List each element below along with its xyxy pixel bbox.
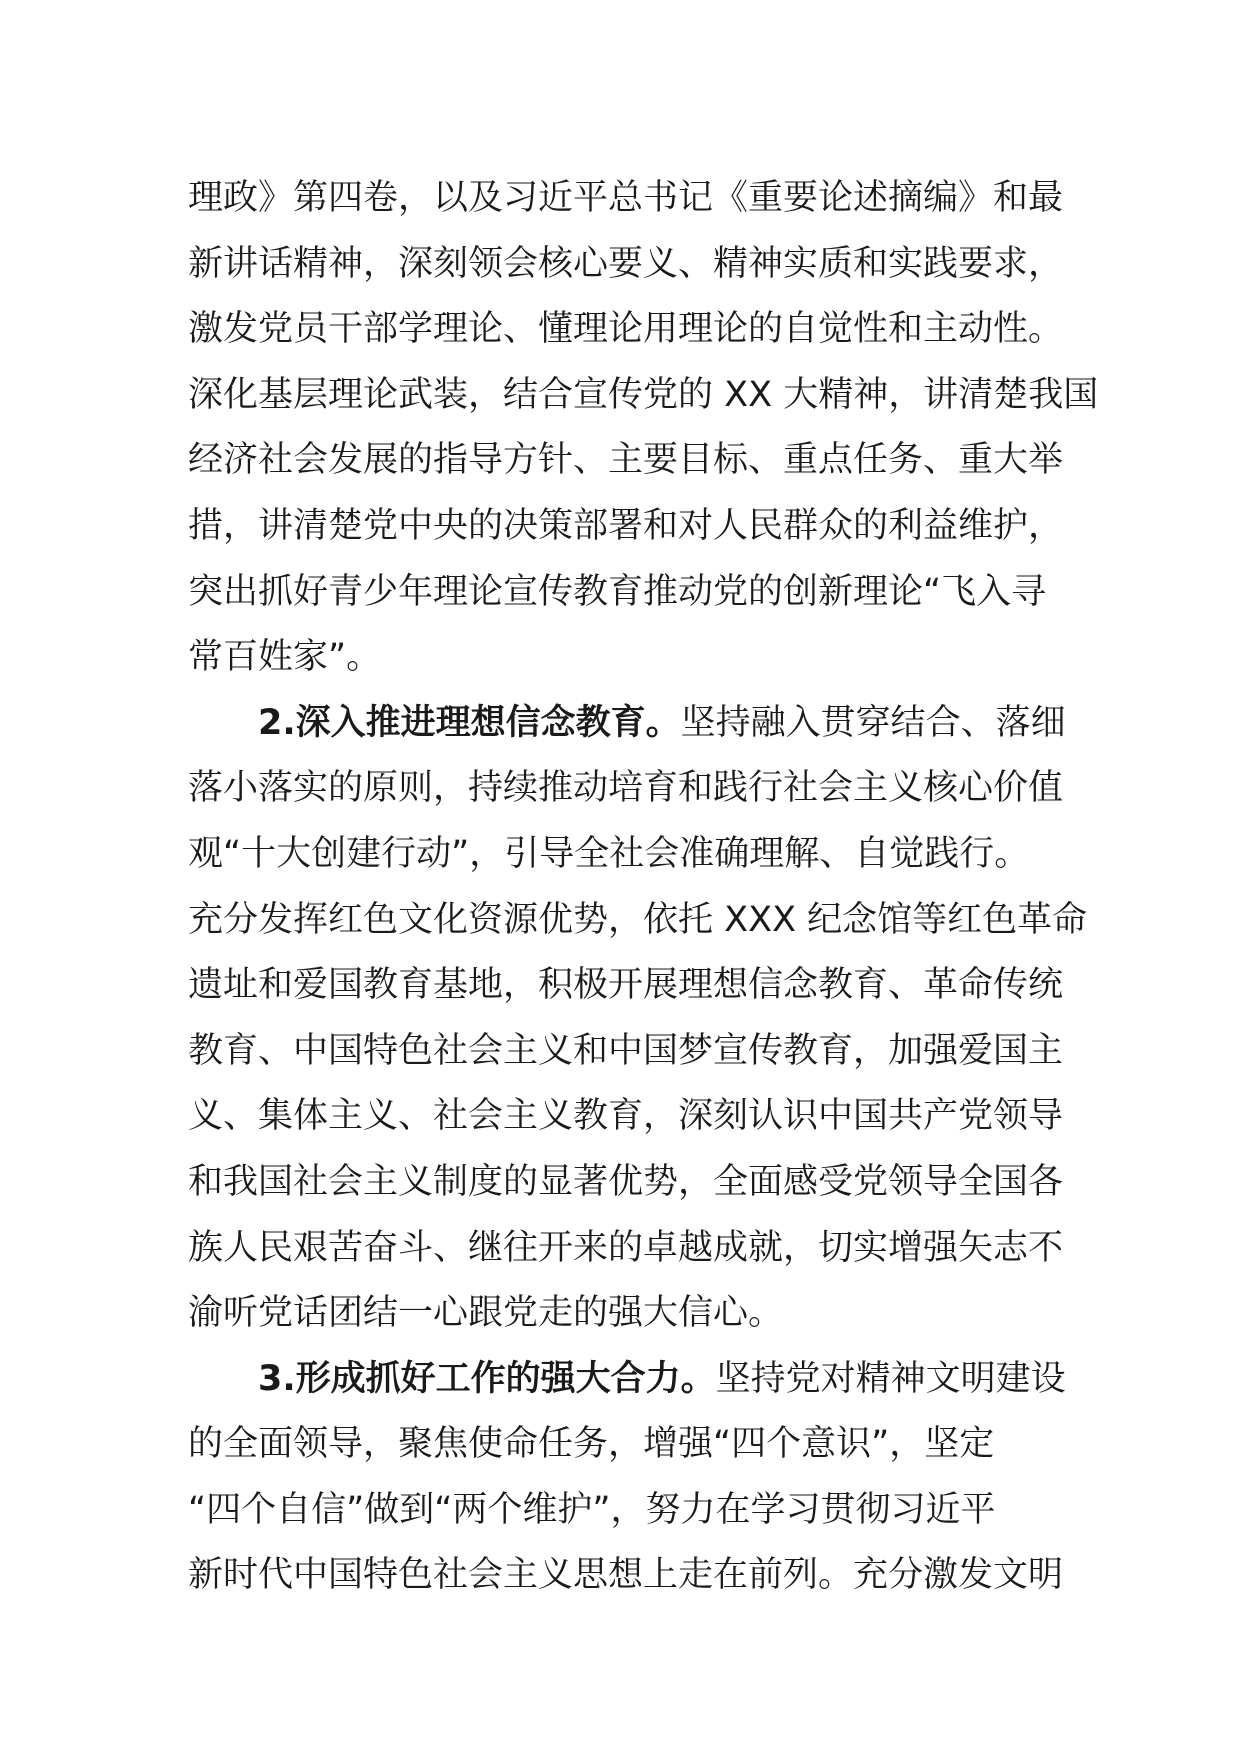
paragraph-3-first-line xyxy=(188,1347,1066,1413)
text-line: 理政》第四卷，以及习近平总书记《重要论述摘编》和最 xyxy=(188,178,1064,218)
text-line: 族人民艰苦奋斗、继往开来的卓越成就，切实增强矢志不 xyxy=(188,1227,1064,1268)
text-line: 观“十大创建行动”，引导全社会准确理解、自觉践行。 xyxy=(188,833,1030,874)
paragraph-2-first-line xyxy=(188,691,1066,757)
text-line: 充分发挥红色文化资源优势，依托 XXX 纪念馆等红色革命 xyxy=(188,899,1088,940)
text-line: 经济社会发展的指导方针、主要目标、重点任务、重大举 xyxy=(188,440,1064,481)
text-line: 常百姓家”。 xyxy=(188,637,382,678)
document-page xyxy=(188,166,1099,1609)
text-line: 新时代中国特色社会主义思想上走在前列。充分激发文明 xyxy=(188,1555,1064,1596)
text-line: 遗址和爱国教育基地，积极开展理想信念教育、革命传统 xyxy=(188,965,1064,1006)
text-line: 义、集体主义、社会主义教育，深刻认识中国共产党领导 xyxy=(188,1096,1064,1137)
text-line: 激发党员干部学理论、懂理论用理论的自觉性和主动性。 xyxy=(188,309,1064,350)
text-line: 新讲话精神，深刻领会核心要义、精神实质和实践要求， xyxy=(188,243,1064,284)
text-line: 突出抓好青少年理论宣传教育推动党的创新理论“飞入寻 xyxy=(188,571,1047,612)
text-line: “四个自信”做到“两个维护”，努力在学习贯彻习近平 xyxy=(188,1489,996,1530)
text-line: 的全面领导，聚焦使命任务，增强“四个意识”，坚定 xyxy=(188,1424,995,1465)
text-run: 坚持党对精神文明建设 xyxy=(715,1358,1066,1399)
text-line: 和我国社会主义制度的显著优势，全面感受党领导全国各 xyxy=(188,1161,1064,1202)
section-heading-2: 2.深入推进理想信念教育。 xyxy=(258,702,681,743)
section-heading-3: 3.形成抓好工作的强大合力。 xyxy=(258,1358,716,1399)
text-line: 深化基层理论武装，结合宣传党的 XX 大精神，讲清楚我国 xyxy=(188,374,1099,415)
text-run: 坚持融入贯穿结合、落细 xyxy=(680,702,1066,743)
text-line: 措，讲清楚党中央的决策部署和对人民群众的利益维护， xyxy=(188,505,1064,546)
text-line: 落小落实的原则，持续推动培育和践行社会主义核心价值 xyxy=(188,768,1064,809)
text-line: 教育、中国特色社会主义和中国梦宣传教育，加强爱国主 xyxy=(188,1030,1064,1071)
text-line: 渝听党话团结一心跟党走的强大信心。 xyxy=(188,1293,784,1334)
